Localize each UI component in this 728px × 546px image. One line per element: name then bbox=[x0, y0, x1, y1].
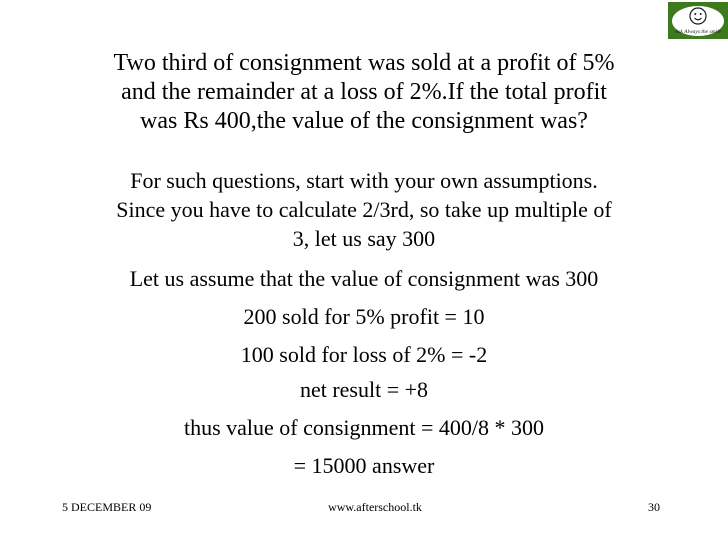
intro-paragraph bbox=[40, 166, 688, 253]
slide-title bbox=[40, 49, 688, 136]
logo-text: Ask Always the smile bbox=[674, 29, 722, 35]
intro-line: Since you have to calculate 2/3rd, so take up multiple of bbox=[116, 197, 612, 222]
footer-date: 5 DECEMBER 09 bbox=[62, 500, 152, 514]
solution-step: thus value of consignment = 400/8 * 300 bbox=[183, 415, 545, 440]
solution-step: Let us assume that the value of consignment was 300 bbox=[129, 266, 599, 291]
intro-line: 3, let us say 300 bbox=[292, 226, 436, 251]
solution-step: 200 sold for 5% profit = 10 bbox=[243, 304, 485, 329]
page-number: 30 bbox=[648, 500, 660, 514]
footer-website: www.afterschool.tk bbox=[328, 500, 422, 514]
title-line: Two third of consignment was sold at a profit of 5% bbox=[113, 50, 615, 76]
solution-step: 100 sold for loss of 2% = -2 bbox=[240, 342, 488, 367]
afterschool-logo bbox=[668, 2, 728, 39]
smiley-logo-icon bbox=[668, 2, 728, 39]
intro-line: For such questions, start with your own assumptions. bbox=[130, 168, 598, 193]
solution-step: net result = +8 bbox=[299, 377, 429, 402]
title-line: and the remainder at a loss of 2%.If the total profit bbox=[121, 79, 607, 105]
title-line: was Rs 400,the value of the consignment was? bbox=[140, 108, 588, 134]
solution-answer: = 15000 answer bbox=[293, 453, 435, 478]
